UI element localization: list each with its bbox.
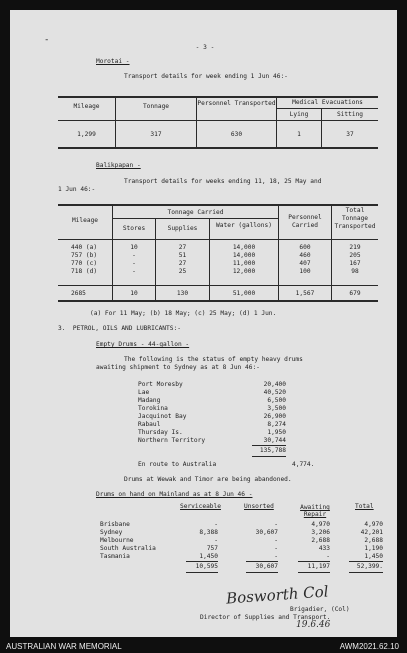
row-supplies: 51 xyxy=(178,252,187,259)
row-water: 11,000 xyxy=(232,260,256,267)
drum-place: Northern Territory xyxy=(138,437,206,444)
mainland-awaiting: 4,970 xyxy=(311,521,330,528)
archive-footer xyxy=(0,639,407,653)
handwritten-signature: Bosworth Col xyxy=(225,582,330,608)
mainland-total-underline xyxy=(186,572,218,573)
row-stores: - xyxy=(132,260,136,267)
drum-qty: 1,950 xyxy=(267,429,286,436)
morotai-mileage: 1,299 xyxy=(77,131,96,138)
morotai-personnel: 630 xyxy=(230,131,243,138)
row-mileage: 440 (a) xyxy=(71,244,98,251)
row-water: 14,000 xyxy=(232,252,256,259)
row-total: 167 xyxy=(349,260,361,267)
balikpapan-heading: Balikpapan - xyxy=(96,162,141,169)
mainland-sum-rule xyxy=(246,561,278,562)
mainland-serviceable: 8,388 xyxy=(199,529,218,536)
balikpapan-rule-top xyxy=(58,204,378,206)
total-supplies: 130 xyxy=(176,290,189,297)
row-total: 219 xyxy=(349,244,361,251)
morotai-subtitle: Transport details for week ending 1 Jun 46:- xyxy=(124,73,288,80)
mainland-serviceable: - xyxy=(214,537,218,544)
mainland-sum-rule xyxy=(298,561,330,562)
mainland-unsorted: - xyxy=(274,521,278,528)
row-water: 12,000 xyxy=(232,268,256,275)
total-total: 679 xyxy=(349,290,361,297)
mainland-total-serviceable: 10,595 xyxy=(195,563,218,570)
mainland-place: Tasmania xyxy=(100,553,130,560)
mainland-total-underline xyxy=(349,572,383,573)
morotai-rule-sub xyxy=(276,108,378,109)
drums-paragraph-1: The following is the status of empty heavy drums xyxy=(124,356,303,363)
mainland-unsorted: - xyxy=(274,545,278,552)
morotai-h-tonnage: Tonnage xyxy=(142,103,170,110)
mainland-awaiting: 2,688 xyxy=(311,537,330,544)
drum-qty: 3,500 xyxy=(267,405,286,412)
balikpapan-subtitle-1: Transport details for weeks ending 11, 18, 25 May and xyxy=(124,178,322,185)
signatory-title: Director of Supplies and Transport. xyxy=(200,614,331,621)
footer-institution: AUSTRALIAN WAR MEMORIAL xyxy=(6,642,122,651)
balikpapan-rule-sub xyxy=(113,218,278,219)
row-supplies: 27 xyxy=(178,260,187,267)
balikpapan-subtitle-2: 1 Jun 46:- xyxy=(58,186,96,193)
row-personnel: 600 xyxy=(299,244,311,251)
mainland-h-awaiting: Awaiting Repair xyxy=(300,504,330,518)
footer-reference: AWM2021.62.10 xyxy=(339,642,399,651)
mainland-awaiting: 433 xyxy=(318,545,330,552)
morotai-rule-top xyxy=(58,96,378,98)
mainland-serviceable: 757 xyxy=(206,545,218,552)
mainland-place: Brisbane xyxy=(100,521,130,528)
drum-place: Lae xyxy=(138,389,150,396)
drum-place: Madang xyxy=(138,397,161,404)
signatory-rank: Brigadier, (Col) xyxy=(290,606,350,613)
morotai-tonnage: 317 xyxy=(150,131,162,138)
drum-place: Rabaul xyxy=(138,421,161,428)
mainland-serviceable: - xyxy=(214,521,218,528)
drum-place: Port Moresby xyxy=(138,381,183,388)
row-stores: - xyxy=(132,268,136,275)
total-water: 51,000 xyxy=(232,290,256,297)
drum-qty: 20,400 xyxy=(263,381,286,388)
en-route-qty: 4,774. xyxy=(292,461,315,468)
drum-qty: 26,900 xyxy=(263,413,286,420)
mainland-sum-rule xyxy=(186,561,218,562)
mainland-h-serviceable: Serviceable xyxy=(180,503,221,510)
row-stores: - xyxy=(132,252,136,259)
abandoned-note: Drums at Wewak and Timor are being abandoned. xyxy=(124,476,292,483)
balikpapan-h-stores: Stores xyxy=(122,225,146,232)
row-water: 14,000 xyxy=(232,244,256,251)
mainland-total: 42,201 xyxy=(360,529,383,536)
row-supplies: 27 xyxy=(178,244,187,251)
mainland-h-total: Total xyxy=(355,503,374,510)
mainland-total-underline xyxy=(246,572,278,573)
mainland-sum-rule xyxy=(349,561,383,562)
section-3-heading: 3. PETROL, OILS AND LUBRICANTS:- xyxy=(58,325,181,332)
drum-qty: 6,500 xyxy=(267,397,286,404)
mainland-h-unsorted: Unsorted xyxy=(244,503,274,510)
drums-sum-rule xyxy=(252,445,286,446)
drum-place: Torokina xyxy=(138,405,168,412)
row-supplies: 25 xyxy=(178,268,187,275)
mainland-unsorted: - xyxy=(274,553,278,560)
row-personnel: 407 xyxy=(299,260,311,267)
mainland-total-total: 52,399. xyxy=(356,563,383,570)
mainland-heading: Drums on hand on Mainland as at 8 Jun 46 - xyxy=(96,491,253,498)
mainland-total: 2,688 xyxy=(364,537,383,544)
total-personnel: 1,567 xyxy=(295,290,315,297)
morotai-h-lying: Lying xyxy=(289,111,309,118)
morotai-h-mileage: Mileage xyxy=(73,103,100,110)
page-number: - 3 - xyxy=(195,44,215,51)
row-personnel: 460 xyxy=(299,252,311,259)
drums-total-underline xyxy=(252,456,286,457)
row-mileage: 757 (b) xyxy=(71,252,98,259)
mainland-total: 4,970 xyxy=(364,521,383,528)
morotai-h-sitting: Sitting xyxy=(336,111,364,118)
morotai-h-medical: Medical Evacuations xyxy=(292,99,363,106)
morotai-rule-bottom xyxy=(58,147,378,149)
mainland-unsorted: 30,607 xyxy=(255,529,278,536)
drum-qty: 40,520 xyxy=(263,389,286,396)
morotai-h-personnel: Personnel Transported xyxy=(197,100,276,107)
mainland-serviceable: 1,450 xyxy=(199,553,218,560)
mainland-place: Sydney xyxy=(100,529,123,536)
mainland-awaiting: 3,206 xyxy=(311,529,330,536)
mainland-total-underline xyxy=(298,572,330,573)
morotai-lying: 1 xyxy=(297,131,301,138)
row-total: 98 xyxy=(351,268,359,275)
balikpapan-col-divider xyxy=(209,219,210,300)
balikpapan-rule-mid xyxy=(58,239,378,240)
drums-total: 135,788 xyxy=(259,447,286,454)
mainland-awaiting: - xyxy=(326,553,330,560)
total-mileage: 2685 xyxy=(71,290,86,297)
mainland-place: Melbourne xyxy=(100,537,134,544)
total-stores: 10 xyxy=(130,290,138,297)
empty-drums-heading: Empty Drums - 44-gallon - xyxy=(96,341,190,348)
row-total: 205 xyxy=(349,252,361,259)
balikpapan-h-mileage: Mileage xyxy=(71,217,99,224)
row-personnel: 100 xyxy=(299,268,311,275)
morotai-sitting: 37 xyxy=(346,131,354,138)
mainland-unsorted: - xyxy=(274,537,278,544)
balikpapan-notes: (a) For 11 May; (b) 18 May; (c) 25 May; (d) 1 Jun. xyxy=(90,310,277,317)
mainland-total: 1,450 xyxy=(364,553,383,560)
drum-place: Jacquinot Bay xyxy=(138,413,187,420)
morotai-heading: Morotai - xyxy=(96,58,130,65)
page-mark: - xyxy=(44,35,50,45)
balikpapan-h-total: Total Tonnage Transported xyxy=(334,207,376,230)
mainland-total-awaiting: 11,197 xyxy=(307,563,330,570)
balikpapan-rule-bottom xyxy=(58,300,378,302)
drum-qty: 30,744 xyxy=(263,437,286,444)
row-mileage: 718 (d) xyxy=(71,268,98,275)
mainland-place: South Australia xyxy=(100,545,156,552)
mainland-total-unsorted: 30,607 xyxy=(255,563,278,570)
row-mileage: 770 (c) xyxy=(71,260,98,267)
en-route-label: En route to Australia xyxy=(138,461,217,468)
mainland-total: 1,190 xyxy=(364,545,383,552)
balikpapan-rule-sum xyxy=(58,285,378,286)
morotai-rule-mid xyxy=(58,120,378,121)
balikpapan-h-personnel: Personnel Carried xyxy=(288,214,322,229)
drum-place: Thursday Is. xyxy=(138,429,183,436)
balikpapan-h-tonnage: Tonnage Carried xyxy=(167,209,224,216)
drums-paragraph-2: awaiting shipment to Sydney as at 8 Jun 46:- xyxy=(96,364,260,371)
balikpapan-h-water: Water (gallons) xyxy=(216,222,272,229)
row-stores: 10 xyxy=(130,244,138,251)
drum-qty: 8,274 xyxy=(267,421,286,428)
balikpapan-h-supplies: Supplies xyxy=(167,225,198,232)
handwritten-date: 19.6.46 xyxy=(296,620,331,630)
